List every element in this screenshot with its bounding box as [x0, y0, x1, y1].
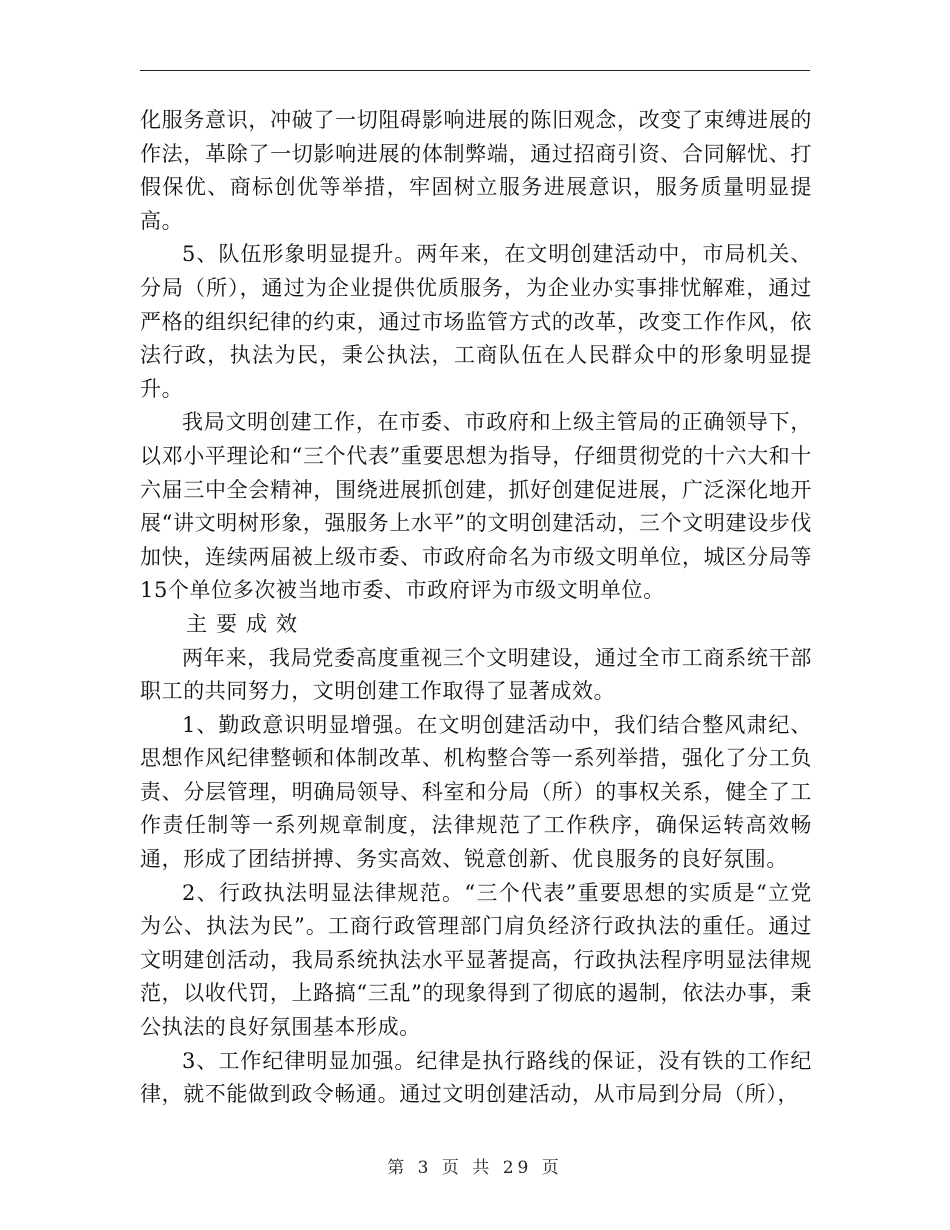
section-heading: 主要成效 — [186, 611, 306, 636]
paragraph: 3、工作纪律明显加强。纪律是执行路线的保证，没有铁的工作纪律，就不能做到政令畅通。通过文明创建活动，从市局到分局（所）， — [140, 1048, 812, 1107]
page-number-footer: 第 3 页 共 29 页 — [387, 1158, 563, 1178]
document-body — [140, 104, 812, 1112]
paragraph: 两年来，我局党委高度重视三个文明建设，通过全市工商系统干部职工的共同努力，文明创建工作取得了显著成效。 — [140, 645, 812, 704]
paragraph: 2、行政执法明显法律规范。“三个代表”重要思想的实质是“立党为公、执法为民”。工商行政管理部门肩负经济行政执法的重任。通过文明建创活动，我局系统执法水平显著提高，行政执法程序明显法律规范，以收代罚，上路搞“三乱”的现象得到了彻底的遏制，依法办事，秉公执法的良好氛围基本形成。 — [140, 880, 812, 1040]
paragraph: 我局文明创建工作，在市委、市政府和上级主管局的正确领导下，以邓小平理论和“三个代表”重要思想为指导，仔细贯彻党的十六大和十六届三中全会精神，围绕进展抓创建，抓好创建促进展，广泛深化地开展“讲文明树形象，强服务上水平”的文明创建活动，三个文明建设步伐加快，连续两届被上级市委、市政府命名为市级文明单位，城区分局等15个单位多次被当地市委、市政府评为市级文明单位。 — [140, 410, 812, 603]
paragraph: 化服务意识，冲破了一切阻碍影响进展的陈旧观念，改变了束缚进展的作法，革除了一切影响进展的体制弊端，通过招商引资、合同解忧、打假保优、商标创优等举措，牢固树立服务进展意识，服务质量明显提高。 — [140, 108, 812, 233]
header-rule — [140, 70, 810, 71]
paragraph: 1、勤政意识明显增强。在文明创建活动中，我们结合整风肃纪、思想作风纪律整顿和体制改革、机构整合等一系列举措，强化了分工负责、分层管理，明确局领导、科室和分局（所）的事权关系，健全了工作责任制等一系列规章制度，法律规范了工作秩序，确保运转高效畅通，形成了团结拼搏、务实高效、锐意创新、优良服务的良好氛围。 — [140, 712, 812, 872]
paragraph: 5、队伍形象明显提升。两年来，在文明创建活动中，市局机关、分局（所），通过为企业提供优质服务，为企业办实事排忧解难，通过严格的组织纪律的约束，通过市场监管方式的改革，改变工作作风，依法行政，执法为民，秉公执法，工商队伍在人民群众中的形象明显提升。 — [140, 242, 812, 401]
